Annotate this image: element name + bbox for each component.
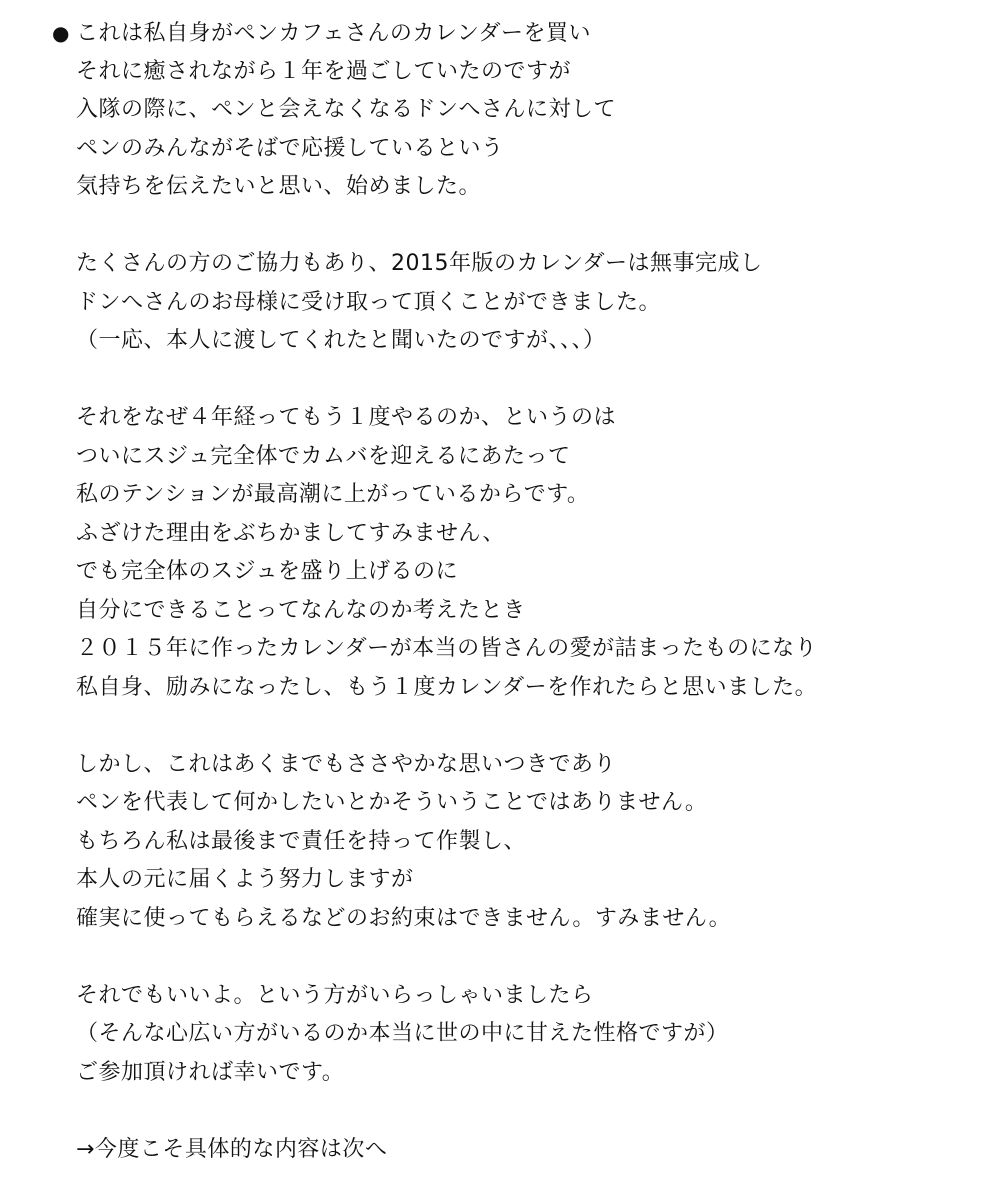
text-line: ペンのみんながそばで応援しているという xyxy=(76,135,504,161)
text-line: ペンを代表して何かしたいとかそういうことではありません。 xyxy=(76,790,708,815)
text-line: たくさんの方のご協力もあり、2015年版のカレンダーは無事完成し xyxy=(76,251,763,276)
text-line: ついにスジュ完全体でカムバを迎えるにあたって xyxy=(76,443,571,469)
text-line: 私自身、励みになったし、もう１度カレンダーを作れたらと思いました。 xyxy=(76,674,818,700)
text-line: 本人の元に届くよう努力しますが xyxy=(76,867,414,892)
text-line: それに癒されながら１年を過ごしていたのですが xyxy=(76,58,572,84)
paragraph-gap xyxy=(52,1092,952,1131)
text-line: （一応、本人に渡してくれたと聞いたのですが、、、） xyxy=(76,328,606,353)
text-line: しかし、これはあくまでもささやかな思いつきであり xyxy=(76,751,617,777)
text-line: 自分にできることってなんなのか考えたとき xyxy=(76,597,526,623)
next-page-note: →今度こそ具体的な内容は次へ xyxy=(76,1136,388,1162)
paragraph-gap xyxy=(52,707,952,746)
text-line: それでもいいよ。という方がいらっしゃいましたら xyxy=(76,982,594,1008)
text-line: 気持ちを伝えたいと思い、始めました。 xyxy=(76,174,482,199)
text-line-content: これは私自身がペンカフェさんのカレンダーを買い xyxy=(76,21,591,46)
text-line: 入隊の際に、ペンと会えなくなるドンへさんに対して xyxy=(76,97,617,122)
text-line: ふざけた理由をぶちかましてすみません、 xyxy=(76,520,505,546)
paragraph-gap xyxy=(52,207,952,246)
text-line xyxy=(52,14,952,53)
text-line: ご参加頂ければ幸いです。 xyxy=(76,1059,345,1085)
text-line: それをなぜ４年経ってもう１度やるのか、というのは xyxy=(76,405,617,430)
bullet-icon: ● xyxy=(52,21,70,45)
text-line: 確実に使ってもらえるなどのお約束はできません。すみません。 xyxy=(76,905,732,931)
paragraph-gap xyxy=(52,361,952,400)
document-body xyxy=(52,14,952,1169)
text-line: 私のテンションが最高潮に上がっているからです。 xyxy=(76,482,590,507)
text-line: ドンへさんのお母様に受け取って頂くことができました。 xyxy=(76,289,662,315)
text-line: もちろん私は最後まで責任を持って作製し、 xyxy=(76,828,527,854)
text-line: でも完全体のスジュを盛り上げるのに xyxy=(76,559,459,584)
text-line: （そんな心広い方がいるのか本当に世の中に甘えた性格ですが） xyxy=(76,1021,729,1046)
text-line: ２０１５年に作ったカレンダーが本当の皆さんの愛が詰まったものになり xyxy=(76,636,818,661)
paragraph-gap xyxy=(52,938,952,977)
